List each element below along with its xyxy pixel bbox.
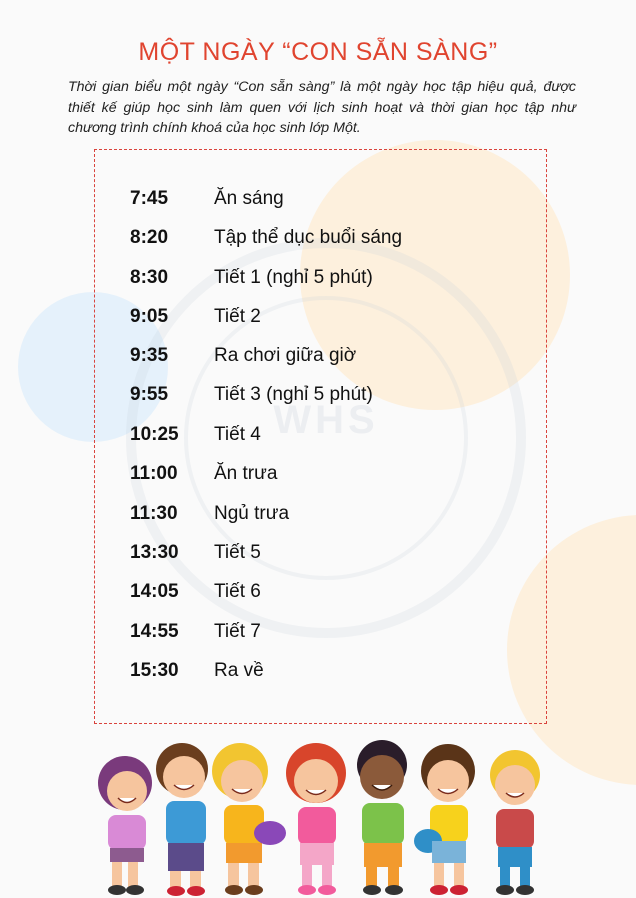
child-figure xyxy=(98,756,152,895)
schedule-time: 14:05 xyxy=(130,581,179,602)
schedule-activity: Tiết 6 xyxy=(214,581,261,602)
schedule-row xyxy=(130,421,261,449)
schedule-activity: Tập thể dục buổi sáng xyxy=(214,227,403,248)
schedule-activity: Tiết 4 xyxy=(214,424,261,445)
schedule-time: 9:05 xyxy=(130,306,169,327)
schedule-activity: Tiết 3 (nghỉ 5 phút) xyxy=(214,384,373,405)
child-figure xyxy=(156,743,208,896)
schedule-time: 8:30 xyxy=(130,267,169,288)
schedule-time: 11:30 xyxy=(130,503,178,524)
schedule-time: 9:55 xyxy=(130,384,169,405)
schedule-time: 8:20 xyxy=(130,227,169,248)
schedule-activity: Ngủ trưa xyxy=(214,503,290,524)
schedule-time: 7:45 xyxy=(130,188,169,209)
schedule-row xyxy=(130,224,402,252)
schedule-activity: Tiết 1 (nghỉ 5 phút) xyxy=(214,267,373,288)
schedule-activity: Tiết 2 xyxy=(214,306,261,327)
schedule-time: 13:30 xyxy=(130,542,179,563)
schedule-activity: Tiết 7 xyxy=(214,621,261,642)
page-title: MỘT NGÀY “CON SẴN SÀNG” xyxy=(138,38,498,66)
schedule-row xyxy=(130,381,373,409)
schedule-time: 11:00 xyxy=(130,463,178,484)
schedule-row xyxy=(130,578,261,606)
child-figure xyxy=(212,743,286,895)
schedule-activity: Ăn trưa xyxy=(214,463,278,484)
schedule-row xyxy=(130,342,356,370)
schedule-row xyxy=(130,657,264,685)
schedule-time: 14:55 xyxy=(130,621,179,642)
schedule-time: 9:35 xyxy=(130,345,169,366)
schedule-activity: Ăn sáng xyxy=(214,188,284,209)
schedule-activity: Ra chơi giữa giờ xyxy=(214,345,357,366)
children-illustration xyxy=(90,735,550,898)
schedule-row xyxy=(130,460,277,488)
schedule-row xyxy=(130,618,261,646)
child-figure xyxy=(357,740,407,895)
schedule-row xyxy=(130,264,373,292)
schedule-row xyxy=(130,539,261,567)
schedule-row xyxy=(130,500,289,528)
seal-watermark-text: WHS xyxy=(273,398,379,442)
schedule-activity: Ra về xyxy=(214,660,264,681)
schedule-activity: Tiết 5 xyxy=(214,542,261,563)
schedule-row xyxy=(130,303,261,331)
child-figure xyxy=(490,750,540,895)
intro-paragraph: Thời gian biểu một ngày “Con sẵn sàng” là một ngày học tập hiệu quả, được thiết kế giúp học sinh làm quen với lịch sinh hoạt và thời gian học tập như chương trình chính khoá của học sinh lớp Một. xyxy=(68,79,576,136)
child-figure xyxy=(414,744,475,895)
child-figure xyxy=(286,743,346,895)
schedule-time: 10:25 xyxy=(130,424,179,445)
schedule-row xyxy=(130,185,284,213)
schedule-time: 15:30 xyxy=(130,660,179,681)
